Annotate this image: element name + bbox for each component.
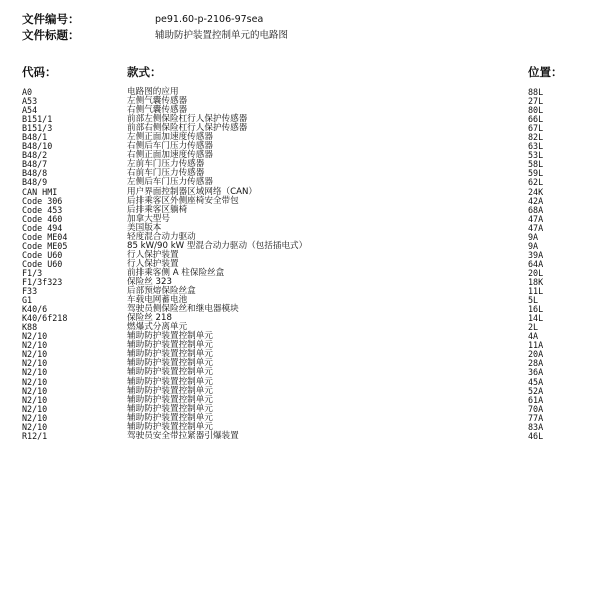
column-header-description: 款式： <box>127 65 162 79</box>
row-code: Code U60 <box>22 249 63 260</box>
row-code: B48/1 <box>22 132 48 143</box>
row-position: 45A <box>528 376 544 387</box>
row-code: N2/10 <box>22 349 48 360</box>
table-row <box>0 197 602 206</box>
row-position: 24K <box>528 186 544 197</box>
row-position: 77A <box>528 412 544 423</box>
row-code: N2/10 <box>22 376 48 387</box>
row-position: 82L <box>528 132 544 143</box>
table-row <box>0 160 602 169</box>
row-description: 行人保护装置 <box>127 258 179 269</box>
row-description: 辅助防护装置控制单元 <box>127 340 213 351</box>
row-code: A53 <box>22 96 38 107</box>
row-code: N2/10 <box>22 421 48 432</box>
table-row <box>0 178 602 187</box>
row-position: 39A <box>528 249 544 260</box>
row-code: N2/10 <box>22 403 48 414</box>
row-description: 右侧气囊传感器 <box>127 105 188 116</box>
row-position: 5L <box>528 295 539 306</box>
row-position: 28A <box>528 358 544 369</box>
table-row <box>0 142 602 151</box>
row-position: 11A <box>528 340 544 351</box>
table-row <box>0 224 602 233</box>
table-row <box>0 251 602 260</box>
row-description: 保险丝 323 <box>127 276 172 287</box>
table-row <box>0 387 602 396</box>
table-row <box>0 88 602 97</box>
row-code: CAN HMI <box>22 186 58 197</box>
row-description: 右侧后车门压力传感器 <box>127 141 213 152</box>
row-position: 88L <box>528 87 544 97</box>
row-code: F1/3f323 <box>22 276 63 287</box>
row-position: 58L <box>528 159 544 170</box>
row-code: Code 494 <box>22 222 63 233</box>
row-code: Code ME04 <box>22 231 68 242</box>
row-description: 轻度混合动力驱动 <box>127 231 196 242</box>
row-code: N2/10 <box>22 340 48 351</box>
table-row <box>0 314 602 323</box>
table-row <box>0 359 602 368</box>
row-position: 18K <box>528 276 544 287</box>
row-position: 16L <box>528 304 544 315</box>
row-code: B48/2 <box>22 150 48 161</box>
row-description: 驾驶员侧保险丝和继电器模块 <box>127 304 239 315</box>
row-description: 前排乘客侧 A 柱保险丝盒 <box>127 267 225 278</box>
table-row <box>0 341 602 350</box>
doc-number-label: 文件编号： <box>22 12 80 26</box>
row-position: 63L <box>528 141 544 152</box>
row-code: Code 306 <box>22 195 63 206</box>
table-row <box>0 106 602 115</box>
row-position: 4A <box>528 331 539 342</box>
table-row <box>0 296 602 305</box>
row-description: 辅助防护装置控制单元 <box>127 421 213 432</box>
doc-number-value: pe91.60-p-2106-97sea <box>155 14 264 25</box>
row-code: Code ME05 <box>22 240 68 251</box>
row-description: 左侧气囊传感器 <box>127 96 188 107</box>
row-position: 20A <box>528 349 544 360</box>
row-description: 用户界面控制器区域网络（CAN） <box>127 186 258 197</box>
row-description: 辅助防护装置控制单元 <box>127 394 213 405</box>
row-position: 70A <box>528 403 544 414</box>
row-code: N2/10 <box>22 358 48 369</box>
row-description: 后部预熔保险丝盒 <box>127 286 196 297</box>
row-code: B151/1 <box>22 114 53 125</box>
row-code: N2/10 <box>22 385 48 396</box>
row-position: 36A <box>528 367 544 378</box>
row-code: B48/7 <box>22 159 48 170</box>
row-position: 53L <box>528 150 544 161</box>
row-code: B48/9 <box>22 177 48 188</box>
table-row <box>0 151 602 160</box>
row-code: G1 <box>22 295 33 306</box>
row-code: N2/10 <box>22 394 48 405</box>
table-row <box>0 368 602 377</box>
row-description: 后排乘客区外侧座椅安全带包 <box>127 195 239 206</box>
row-code: K88 <box>22 322 38 333</box>
table-row <box>0 350 602 359</box>
doc-title-label: 文件标题： <box>22 28 80 42</box>
row-description: 车载电网蓄电池 <box>127 295 188 306</box>
table-row <box>0 432 602 441</box>
row-position: 47A <box>528 222 544 233</box>
row-description: 电路图的应用 <box>127 87 179 97</box>
row-description: 左侧正面加速度传感器 <box>127 132 213 143</box>
row-position: 67L <box>528 123 544 134</box>
row-code: N2/10 <box>22 412 48 423</box>
column-header-code: 代码： <box>22 65 57 79</box>
row-description: 辅助防护装置控制单元 <box>127 358 213 369</box>
row-position: 66L <box>528 114 544 125</box>
row-code: B151/3 <box>22 123 53 134</box>
row-description: 后排乘客区躺椅 <box>127 204 188 215</box>
table-row <box>0 287 602 296</box>
table-row <box>0 133 602 142</box>
row-description: 右前车门压力传感器 <box>127 168 205 179</box>
table-row <box>0 278 602 287</box>
row-code: K40/6 <box>22 304 48 315</box>
row-code: A0 <box>22 87 33 97</box>
row-position: 9A <box>528 231 539 242</box>
row-description: 85 kW/90 kW 型混合动力驱动（包括插电式） <box>127 240 308 251</box>
row-description: 辅助防护装置控制单元 <box>127 412 213 423</box>
row-description: 前部左侧保险杠行人保护传感器 <box>127 114 248 125</box>
row-position: 80L <box>528 105 544 116</box>
row-code: Code U60 <box>22 258 63 269</box>
row-position: 64A <box>528 258 544 269</box>
table-row <box>0 405 602 414</box>
row-code: B48/8 <box>22 168 48 179</box>
table-row <box>0 305 602 314</box>
table-row <box>0 396 602 405</box>
row-code: B48/10 <box>22 141 53 152</box>
row-position: 20L <box>528 267 544 278</box>
row-position: 59L <box>528 168 544 179</box>
row-position: 2L <box>528 322 539 333</box>
row-position: 27L <box>528 96 544 107</box>
row-description: 前部右侧保险杠行人保护传感器 <box>127 123 248 134</box>
table-row <box>0 97 602 106</box>
row-position: 42A <box>528 195 544 206</box>
component-list <box>0 88 602 441</box>
table-row <box>0 188 602 197</box>
row-description: 辅助防护装置控制单元 <box>127 349 213 360</box>
table-row <box>0 215 602 224</box>
table-row <box>0 323 602 332</box>
table-row <box>0 115 602 124</box>
row-position: 9A <box>528 240 539 251</box>
row-code: F33 <box>22 286 38 297</box>
row-description: 左前车门压力传感器 <box>127 159 205 170</box>
row-position: 11L <box>528 286 544 297</box>
row-code: A54 <box>22 105 38 116</box>
row-code: K40/6f218 <box>22 313 68 324</box>
row-code: N2/10 <box>22 331 48 342</box>
table-row <box>0 269 602 278</box>
row-position: 52A <box>528 385 544 396</box>
row-position: 61A <box>528 394 544 405</box>
table-row <box>0 332 602 341</box>
row-description: 左侧后车门压力传感器 <box>127 177 213 188</box>
row-description: 燃爆式分离单元 <box>127 322 188 333</box>
row-description: 辅助防护装置控制单元 <box>127 403 213 414</box>
row-description: 保险丝 218 <box>127 313 172 324</box>
row-description: 辅助防护装置控制单元 <box>127 385 213 396</box>
table-row <box>0 378 602 387</box>
row-position: 83A <box>528 421 544 432</box>
table-row <box>0 169 602 178</box>
row-description: 美国版本 <box>127 222 162 233</box>
row-code: N2/10 <box>22 367 48 378</box>
doc-title-value: 辅助防护装置控制单元的电路图 <box>155 30 289 41</box>
table-row <box>0 242 602 251</box>
row-description: 辅助防护装置控制单元 <box>127 376 213 387</box>
row-position: 47A <box>528 213 544 224</box>
row-description: 行人保护装置 <box>127 249 179 260</box>
row-description: 辅助防护装置控制单元 <box>127 367 213 378</box>
row-description: 辅助防护装置控制单元 <box>127 331 213 342</box>
row-code: F1/3 <box>22 267 43 278</box>
column-header-position: 位置： <box>528 65 563 79</box>
table-row <box>0 414 602 423</box>
row-description: 驾驶员安全带拉紧器引爆装置 <box>127 430 239 441</box>
table-row <box>0 124 602 133</box>
row-position: 46L <box>528 430 544 441</box>
row-description: 右侧正面加速度传感器 <box>127 150 213 161</box>
table-row <box>0 260 602 269</box>
row-description: 加拿大型号 <box>127 213 170 224</box>
row-position: 14L <box>528 313 544 324</box>
row-code: Code 460 <box>22 213 63 224</box>
row-position: 62L <box>528 177 544 188</box>
table-row <box>0 206 602 215</box>
row-code: Code 453 <box>22 204 63 215</box>
table-row <box>0 423 602 432</box>
row-code: R12/1 <box>22 430 48 441</box>
row-position: 68A <box>528 204 544 215</box>
